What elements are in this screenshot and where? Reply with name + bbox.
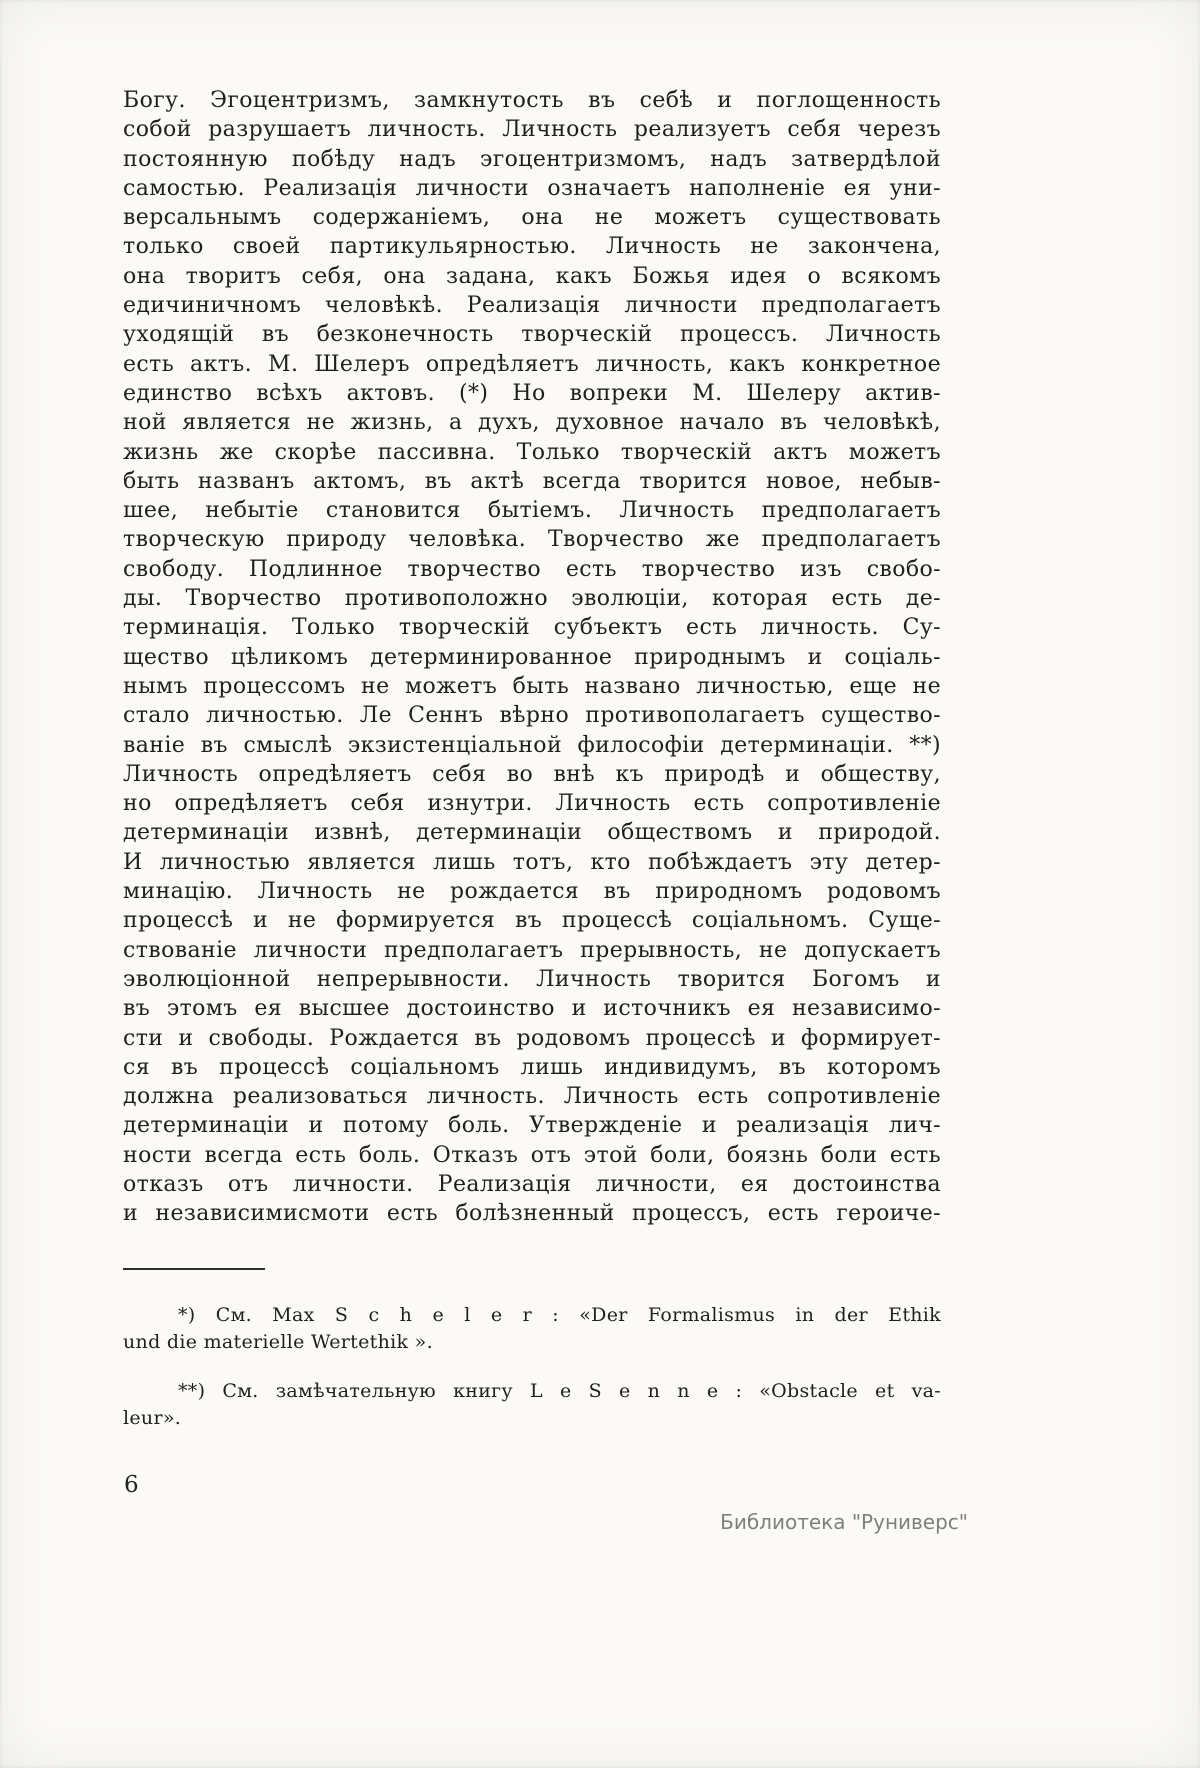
body-line: ся въ процессѣ соціальномъ лишь индивидумъ, въ которомъ — [123, 1054, 941, 1080]
watermark: Библиотека "Руниверс" — [720, 1510, 968, 1534]
body-line: терминація. Только творческій субъектъ есть личность. Су- — [123, 615, 941, 641]
body-line: собой разрушаетъ личность. Личность реализуетъ себя черезъ — [123, 117, 941, 143]
footnote-line: **) См. замѣчательную книгу L e S e n n e : «Obstacle et va- — [178, 1380, 941, 1402]
body-line: творческую природу человѣка. Творчество же предполагаетъ — [123, 527, 941, 553]
body-line: ности всегда есть боль. Отказъ отъ этой боли, боязнь боли есть — [123, 1142, 941, 1168]
body-line: детерминаціи извнѣ, детерминаціи обществомъ и природой. — [123, 820, 941, 846]
body-line: только своей партикульярностью. Личность не закончена, — [123, 234, 941, 260]
body-line: и независимисмоти есть болѣзненный процессъ, есть героиче- — [123, 1201, 941, 1227]
body-line: ной является не жизнь, а духъ, духовное начало въ человѣкѣ, — [123, 410, 941, 436]
body-line: самостью. Реализація личности означаетъ наполненіе ея уни- — [123, 175, 941, 201]
body-line: детерминаціи и потому боль. Утвержденіе и реализація лич- — [123, 1113, 941, 1139]
body-line: уходящій въ безконечность творческій процессъ. Личность — [123, 322, 941, 348]
body-line: И личностью является лишь тотъ, кто побѣждаетъ эту детер- — [123, 849, 941, 875]
body-line: постоянную побѣду надъ эгоцентризмомъ, надъ затвердѣлой — [123, 146, 941, 172]
body-line: единство всѣхъ актовъ. (*) Но вопреки М. Шелеру актив- — [123, 380, 941, 406]
page-number: 6 — [124, 1472, 139, 1498]
body-line: эволюціонной непрерывности. Личность творится Богомъ и — [123, 966, 941, 992]
body-line: шее, небытіе становится бытіемъ. Личность предполагаетъ — [123, 498, 941, 524]
body-line: щество цѣликомъ детерминированное природнымъ и соціаль- — [123, 644, 941, 670]
body-line: едичиничномъ человѣкѣ. Реализація личности предполагаетъ — [123, 293, 941, 319]
body-line: ды. Творчество противоположно эволюціи, которая есть де- — [123, 586, 941, 612]
body-line: версальнымъ содержаніемъ, она не можетъ существовать — [123, 205, 941, 231]
body-line: въ этомъ ея высшее достоинство и источникъ ея независимо- — [123, 996, 941, 1022]
body-line: отказъ отъ личности. Реализація личности, ея достоинства — [123, 1171, 941, 1197]
body-line: сти и свободы. Рождается въ родовомъ процессѣ и формирует- — [123, 1025, 941, 1051]
body-line: должна реализоваться личность. Личность есть сопротивленіе — [123, 1084, 941, 1110]
body-line: ствованіе личности предполагаетъ прерывность, не допускаетъ — [123, 937, 941, 963]
body-text — [123, 86, 941, 1229]
body-line: нымъ процессомъ не можетъ быть названо личностью, еще не — [123, 673, 941, 699]
body-line: ваніе въ смыслѣ экзистенціальной философіи детерминаціи. **) — [123, 732, 941, 758]
footnote-rule — [123, 1268, 265, 1270]
footnote-scheler — [123, 1302, 941, 1356]
body-line: но опредѣляетъ себя изнутри. Личность есть сопротивленіе — [123, 791, 941, 817]
body-line: процессѣ и не формируется въ процессѣ соціальномъ. Суще- — [123, 908, 941, 934]
footnote-line: *) См. Max S c h e l e r : «Der Formalismus in der Ethik — [178, 1304, 941, 1326]
body-line: быть названъ актомъ, въ актѣ всегда творится новое, небыв- — [123, 468, 941, 494]
body-line: она творитъ себя, она задана, какъ Божья идея о всякомъ — [123, 263, 941, 289]
body-line: стало личностью. Ле Сеннъ вѣрно противополагаетъ существо- — [123, 703, 941, 729]
body-line: свободу. Подлинное творчество есть творчество изъ свобо- — [123, 556, 941, 582]
body-line: жизнь же скорѣе пассивна. Только творческій актъ можетъ — [123, 439, 941, 465]
body-line: Личность опредѣляетъ себя во внѣ къ природѣ и обществу, — [123, 761, 941, 787]
body-line: Богу. Эгоцентризмъ, замкнутость въ себѣ и поглощенность — [123, 88, 941, 113]
footnote-le-senne — [123, 1378, 941, 1432]
footnote-line: und die materielle Wertethik ». — [123, 1331, 433, 1353]
footnotes — [123, 1302, 941, 1454]
body-line: есть актъ. М. Шелеръ опредѣляетъ личность, какъ конкретное — [123, 351, 941, 377]
footnote-line: leur». — [123, 1407, 182, 1429]
body-line: минацію. Личность не рождается въ природномъ родовомъ — [123, 879, 941, 905]
